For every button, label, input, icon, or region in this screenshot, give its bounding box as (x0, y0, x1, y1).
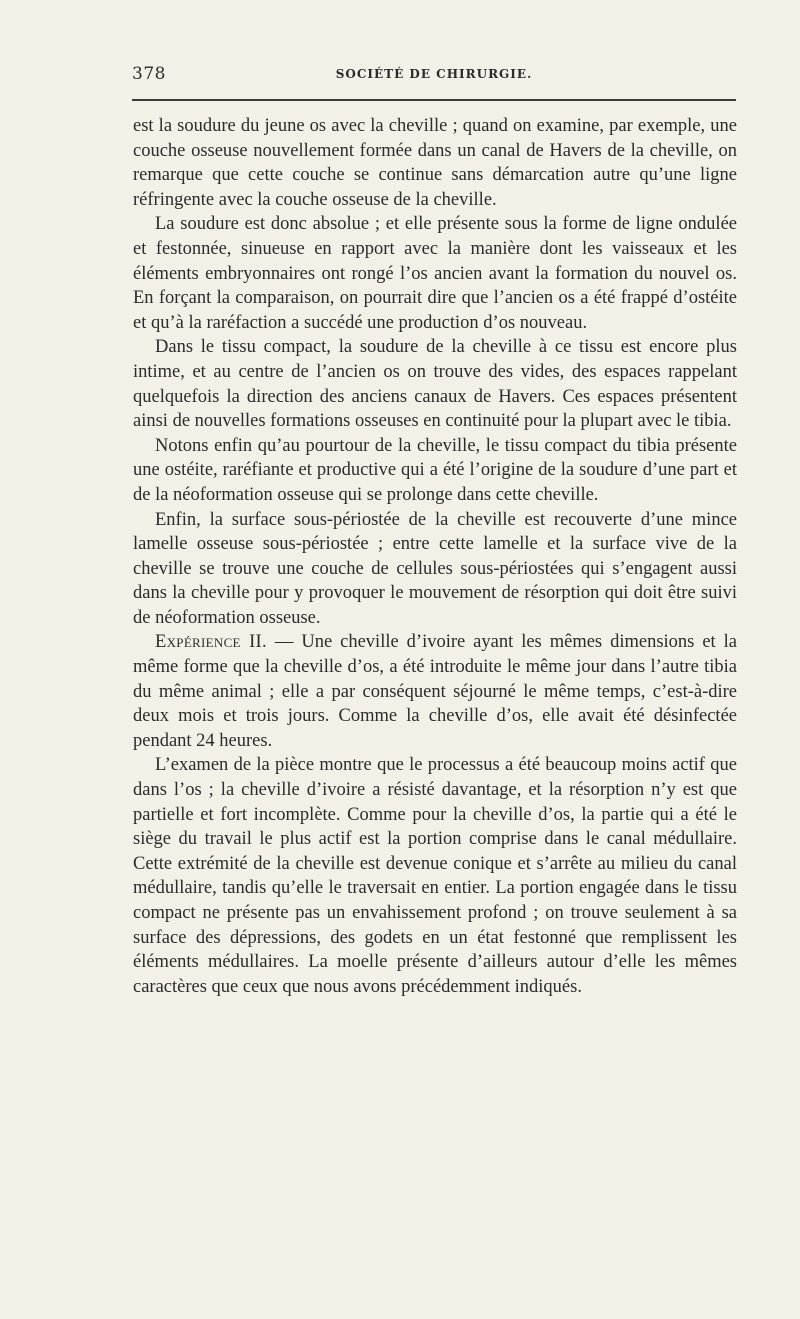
running-title: SOCIÉTÉ DE CHIRURGIE. (335, 67, 533, 81)
running-head (132, 64, 736, 90)
paragraph-2: La soudure est donc absolue ; et elle présente sous la forme de ligne ondulée et festonnée, sinueuse en rapport avec la manière dont les vaisseaux et les éléments embryonnaires ont rongé l’os ancien avant la formation du nouvel os. En forçant la comparaison, on pourrait dire que l’ancien os a été frappé d’ostéite et qu’à la raréfaction a succédé une production d’os nouveau. (133, 214, 737, 333)
paragraph-4: Notons enfin qu’au pourtour de la cheville, le tissu compact du tibia présente une ostéite, raréfiante et productive qui a été l’origine de la soudure d’une part et de la néoformation osseuse qui se prolonge dans cette cheville. (133, 435, 737, 505)
paragraph-7: L’examen de la pièce montre que le processus a été beaucoup moins actif que dans l’os ; la cheville d’ivoire a résisté davantage, et la résorption n’y est que partielle et fort incomplète. Comme pour la cheville d’os, la partie qui a été le siège du travail le plus actif est la portion comprise dans le canal médullaire. Cette extrémité de la cheville est devenue conique et s’arrête au milieu du canal médullaire, tandis qu’elle le traversait en entier. La portion engagée dans le tissu compact ne présente pas un envahissement profond ; on trouve seulement à sa surface des dépressions, des godets en un état festonné que remplissent les éléments médullaires. La moelle présente d’ailleurs autour d’elle les mêmes caractères que ceux que nous avons précédemment indiqués. (133, 755, 737, 997)
paragraph-1: est la soudure du jeune os avec la cheville ; quand on examine, par exemple, une couche osseuse nouvellement formée dans un canal de Havers de la cheville, on remarque que cette couche se continue sans démarcation autre qu’une ligne réfringente avec la couche osseuse de la cheville. (133, 116, 737, 210)
page-number: 378 (132, 64, 166, 84)
experiment-label: Expérience II. (155, 632, 267, 653)
paragraph-5: Enfin, la surface sous-périostée de la cheville est recouverte d’une mince lamelle osseuse sous-périostée ; entre cette lamelle et la surface vive de la cheville se trouve une couche de cellules sous-périostées qui s’engagent aussi dans la cheville pour y provoquer le mouvement de résorption qui doit être suivi de néoformation osseuse. (133, 509, 737, 628)
body-text (133, 114, 737, 999)
experiment-text: — Une cheville d’ivoire ayant les mêmes dimensions et la même forme que la cheville d’os, a été introduite le même jour dans l’autre tibia du même animal ; elle a par conséquent séjourné le même temps, c’est-à-dire deux mois et trois jours. Comme la cheville d’os, elle avait été désinfectée pendant 24 heures. (133, 632, 737, 751)
header-rule (132, 99, 736, 101)
paragraph-3: Dans le tissu compact, la soudure de la cheville à ce tissu est encore plus intime, et au centre de l’ancien os on trouve des vides, des espaces rappelant quelquefois la direction des anciens canaux de Havers. Ces espaces présentent ainsi de nouvelles formations osseuses en continuité pour la plupart avec le tibia. (133, 337, 737, 432)
paragraph-6 (133, 630, 737, 753)
